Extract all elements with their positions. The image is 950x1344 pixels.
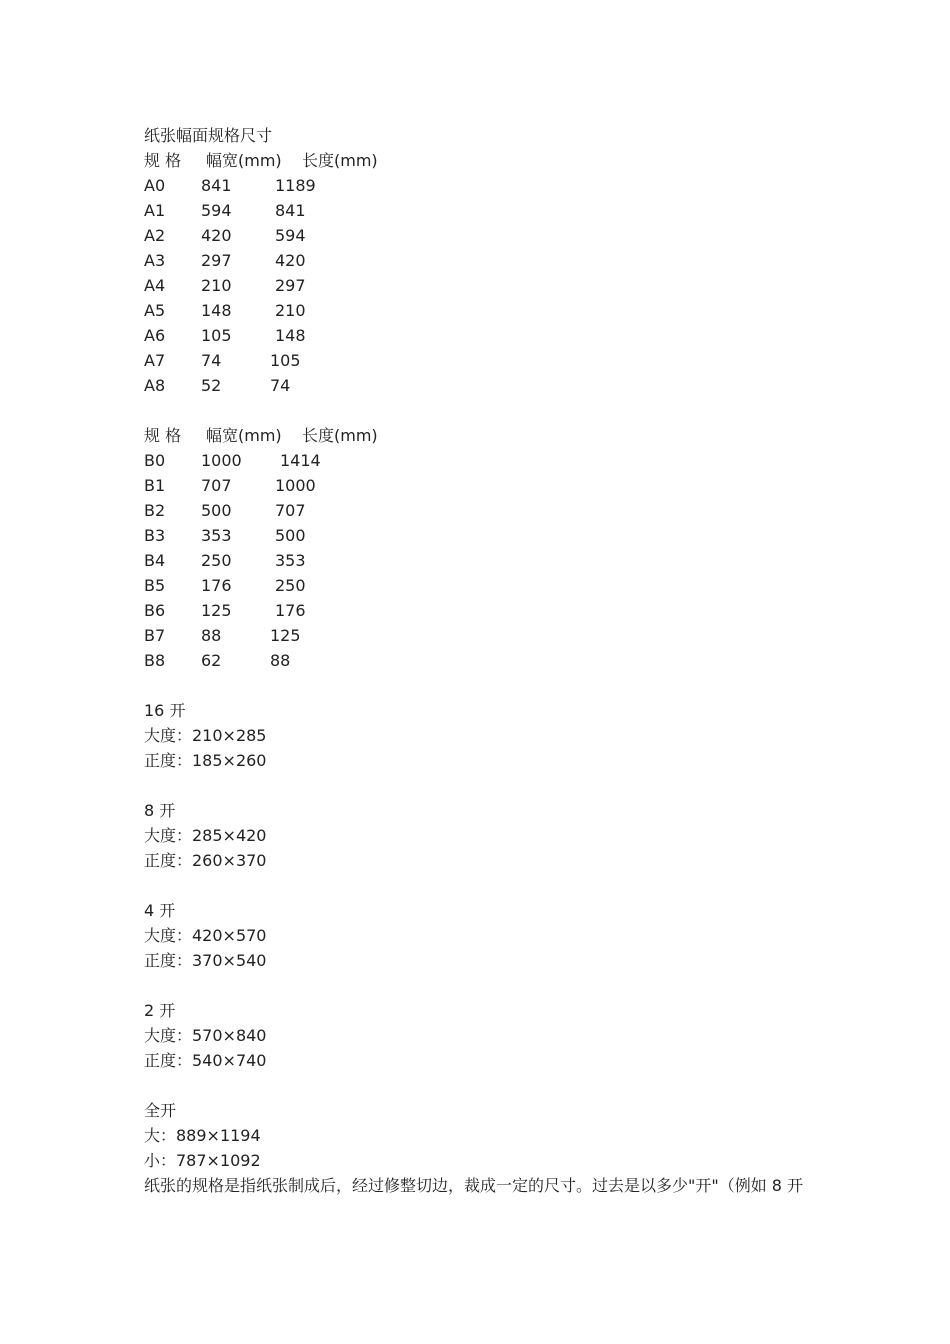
- table-row: [144, 498, 814, 523]
- body-paragraph: 纸张的规格是指纸张制成后，经过修整切边，裁成一定的尺寸。过去是以多少"开"（例如 8 开: [144, 1176, 804, 1195]
- spacer: [144, 673, 814, 698]
- size-cell: A5: [144, 301, 166, 320]
- length-cell: 1189: [275, 176, 316, 195]
- full-sheet-large-size: 大：889×1194: [144, 1126, 261, 1145]
- length-cell: 500: [275, 526, 306, 545]
- size-cell: A2: [144, 226, 166, 245]
- width-cell: 105: [201, 326, 232, 345]
- size-cell: B7: [144, 626, 166, 645]
- fold-8-section: [144, 798, 814, 873]
- document-body: [144, 123, 814, 1198]
- table-row: [144, 223, 814, 248]
- size-cell: A8: [144, 376, 166, 395]
- header-width: 幅宽(mm): [206, 151, 282, 170]
- table-row: [144, 348, 814, 373]
- width-cell: 148: [201, 301, 232, 320]
- spacer: [144, 973, 814, 998]
- width-cell: 176: [201, 576, 232, 595]
- fold-4-section: [144, 898, 814, 973]
- size-cell: B0: [144, 451, 166, 470]
- fold-regular-size: 正度：260×370: [144, 851, 267, 870]
- length-cell: 707: [275, 501, 306, 520]
- size-cell: B8: [144, 651, 166, 670]
- header-size: 规 格: [144, 426, 182, 445]
- size-cell: B1: [144, 476, 166, 495]
- a-series-table: [144, 148, 814, 398]
- fold-title: 16 开: [144, 701, 186, 720]
- header-length: 长度(mm): [302, 151, 378, 170]
- b-series-header-row: [144, 423, 814, 448]
- width-cell: 1000: [201, 451, 242, 470]
- size-cell: A4: [144, 276, 166, 295]
- width-cell: 74: [201, 351, 222, 370]
- table-row: [144, 173, 814, 198]
- table-row: [144, 648, 814, 673]
- spacer: [144, 773, 814, 798]
- length-cell: 125: [270, 626, 301, 645]
- table-row: [144, 248, 814, 273]
- size-cell: B5: [144, 576, 166, 595]
- table-row: [144, 323, 814, 348]
- length-cell: 105: [270, 351, 301, 370]
- table-row: [144, 448, 814, 473]
- size-cell: A1: [144, 201, 166, 220]
- width-cell: 500: [201, 501, 232, 520]
- size-cell: B2: [144, 501, 166, 520]
- width-cell: 353: [201, 526, 232, 545]
- size-cell: A6: [144, 326, 166, 345]
- length-cell: 88: [270, 651, 291, 670]
- fold-title: 4 开: [144, 901, 176, 920]
- length-cell: 841: [275, 201, 306, 220]
- table-row: [144, 473, 814, 498]
- table-row: [144, 598, 814, 623]
- table-row: [144, 523, 814, 548]
- length-cell: 148: [275, 326, 306, 345]
- fold-large-size: 大度：210×285: [144, 726, 267, 745]
- width-cell: 88: [201, 626, 222, 645]
- size-cell: B6: [144, 601, 166, 620]
- fold-regular-size: 正度：370×540: [144, 951, 267, 970]
- fold-large-size: 大度：285×420: [144, 826, 267, 845]
- b-series-table: [144, 423, 814, 673]
- size-cell: A7: [144, 351, 166, 370]
- table-row: [144, 623, 814, 648]
- full-sheet-small-size: 小：787×1092: [144, 1151, 261, 1170]
- width-cell: 52: [201, 376, 222, 395]
- width-cell: 210: [201, 276, 232, 295]
- width-cell: 125: [201, 601, 232, 620]
- spacer: [144, 873, 814, 898]
- fold-regular-size: 正度：185×260: [144, 751, 267, 770]
- length-cell: 210: [275, 301, 306, 320]
- length-cell: 594: [275, 226, 306, 245]
- width-cell: 62: [201, 651, 222, 670]
- fold-title: 8 开: [144, 801, 176, 820]
- length-cell: 176: [275, 601, 306, 620]
- fold-2-section: [144, 998, 814, 1073]
- length-cell: 297: [275, 276, 306, 295]
- spacer: [144, 1073, 814, 1098]
- header-width: 幅宽(mm): [206, 426, 282, 445]
- table-row: [144, 198, 814, 223]
- size-cell: A0: [144, 176, 166, 195]
- fold-large-size: 大度：570×840: [144, 1026, 267, 1045]
- table-row: [144, 373, 814, 398]
- length-cell: 1000: [275, 476, 316, 495]
- width-cell: 594: [201, 201, 232, 220]
- width-cell: 707: [201, 476, 232, 495]
- fold-large-size: 大度：420×570: [144, 926, 267, 945]
- table-row: [144, 573, 814, 598]
- size-cell: A3: [144, 251, 166, 270]
- header-size: 规 格: [144, 151, 182, 170]
- fold-16-section: [144, 698, 814, 773]
- table-row: [144, 298, 814, 323]
- size-cell: B3: [144, 526, 166, 545]
- width-cell: 841: [201, 176, 232, 195]
- full-sheet-section: [144, 1098, 814, 1173]
- length-cell: 250: [275, 576, 306, 595]
- table-row: [144, 548, 814, 573]
- a-series-header-row: [144, 148, 814, 173]
- header-length: 长度(mm): [302, 426, 378, 445]
- length-cell: 1414: [280, 451, 321, 470]
- length-cell: 74: [270, 376, 291, 395]
- fold-title: 2 开: [144, 1001, 176, 1020]
- table-row: [144, 273, 814, 298]
- length-cell: 353: [275, 551, 306, 570]
- width-cell: 250: [201, 551, 232, 570]
- length-cell: 420: [275, 251, 306, 270]
- width-cell: 297: [201, 251, 232, 270]
- width-cell: 420: [201, 226, 232, 245]
- full-sheet-title: 全开: [144, 1101, 177, 1120]
- document-title: 纸张幅面规格尺寸: [144, 126, 273, 145]
- fold-regular-size: 正度：540×740: [144, 1051, 267, 1070]
- spacer: [144, 398, 814, 423]
- size-cell: B4: [144, 551, 166, 570]
